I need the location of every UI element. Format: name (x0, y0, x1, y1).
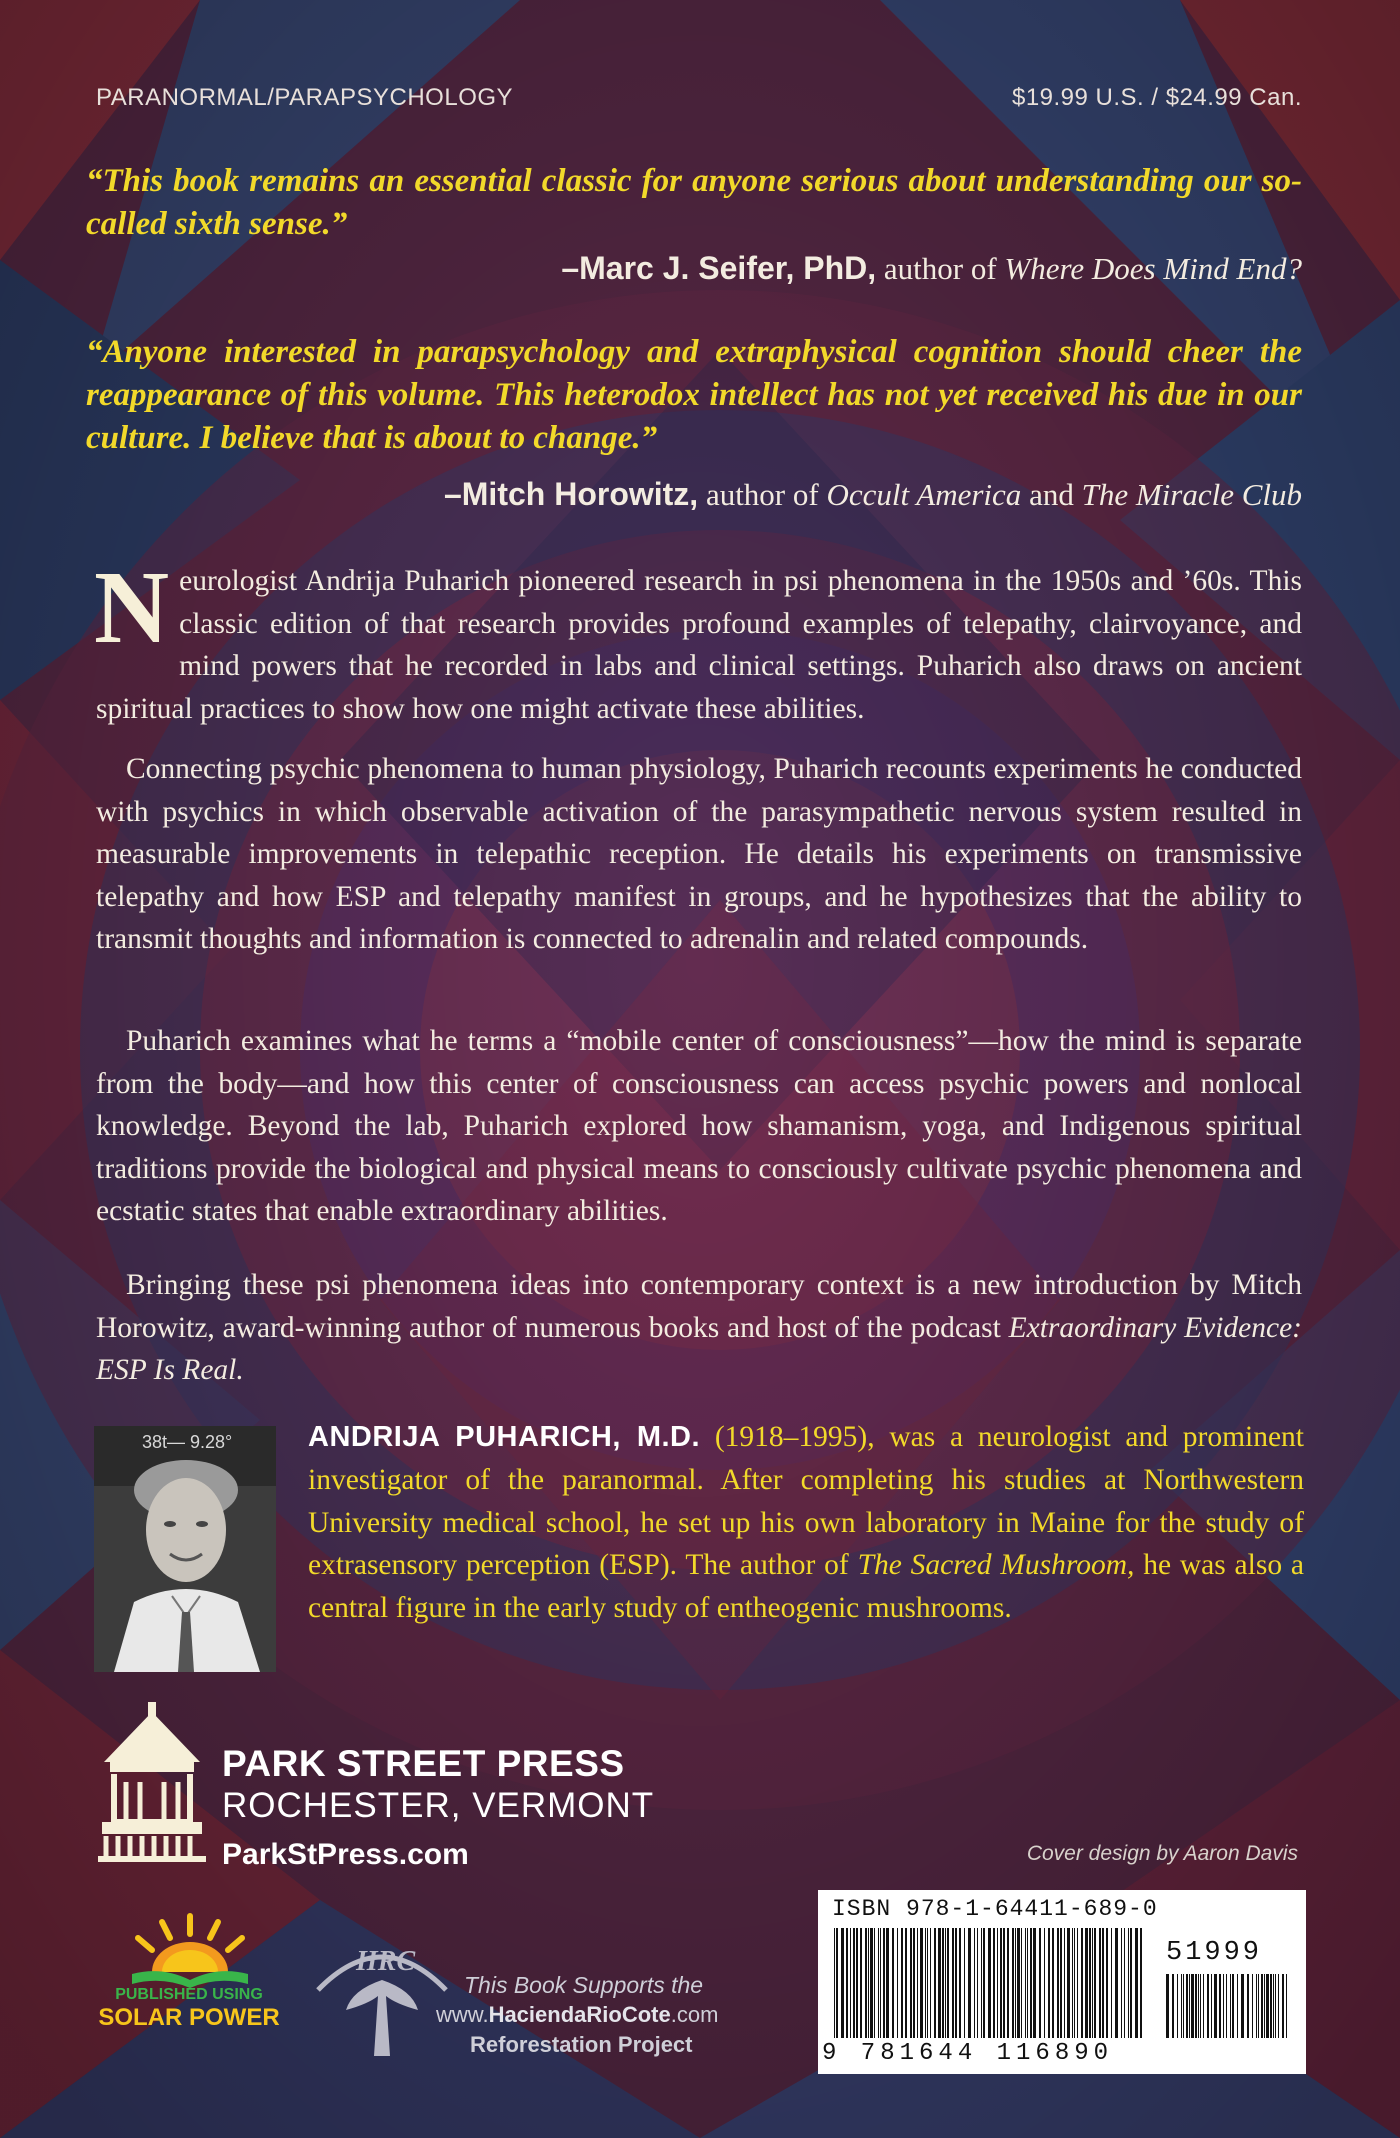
barcode-bar (1003, 1928, 1005, 2038)
barcode-bar (913, 1928, 915, 2038)
barcode-bar (870, 1928, 873, 2038)
barcode-bar (836, 1928, 838, 2038)
price-label: $19.99 U.S. / $24.99 Can. (1011, 84, 1302, 111)
hrc-logo-text: HRC (356, 1946, 416, 1977)
barcode-bar (942, 1928, 944, 2038)
barcode-bar (1223, 1974, 1224, 2038)
publisher-location: ROCHESTER, VERMONT (222, 1786, 655, 1825)
barcode-bar (1021, 1928, 1022, 2038)
quote-1-author: –Marc J. Seifer, PhD, (561, 250, 877, 286)
barcode-bar (1266, 1974, 1269, 2038)
barcode-bar (988, 1928, 991, 2038)
barcode-bar (1128, 1928, 1129, 2038)
hrc-tree-logo-icon (312, 1930, 452, 2060)
main-barcode (834, 1928, 1144, 2052)
barcode-bar (1247, 1974, 1249, 2038)
barcode-bar (1048, 1928, 1050, 2038)
barcode-bar (856, 1928, 858, 2038)
barcode-bar (905, 1928, 907, 2038)
isbn-label: ISBN 978-1-64411-689-0 (832, 1896, 1158, 1922)
barcode-bar (1121, 1928, 1122, 2038)
barcode-bar (1200, 1974, 1201, 2038)
publisher-url[interactable]: ParkStPress.com (222, 1838, 469, 1871)
category-label: PARANORMAL/PARAPSYCHOLOGY (96, 84, 514, 111)
gazebo-logo-icon (96, 1702, 208, 1862)
quote-2-attribution (444, 476, 1302, 513)
quote-2-author: –Mitch Horowitz, (443, 476, 699, 512)
barcode-bar (1039, 1928, 1041, 2038)
barcode-bar (1270, 1974, 1272, 2038)
barcode-bar (1012, 1928, 1014, 2038)
barcode-bar (1074, 1928, 1075, 2038)
barcode-bar (1057, 1928, 1059, 2038)
barcode-bar (938, 1928, 941, 2038)
barcode-bar (1072, 1928, 1073, 2038)
barcode-bar (910, 1928, 912, 2038)
hrc-line-1: This Book Supports the (464, 1972, 704, 1998)
hrc-url-prefix: www. (436, 2002, 489, 2027)
author-name: ANDRIJA PUHARICH, M.D. (308, 1421, 701, 1453)
barcode-bar (1130, 1928, 1132, 2038)
hrc-url-suffix: .com (670, 2002, 719, 2027)
barcode-bar (945, 1928, 946, 2038)
barcode-bar (1064, 1928, 1065, 2038)
barcode-bar (1025, 1928, 1026, 2038)
barcode-bar (1198, 1974, 1199, 2038)
barcode-bar (1256, 1974, 1257, 2038)
barcode-bar (1258, 1974, 1259, 2038)
barcode-bar (959, 1928, 961, 2038)
price-code: 51999 (1166, 1938, 1263, 1968)
barcode-bar (1094, 1928, 1096, 2038)
barcode-bar (1241, 1974, 1244, 2038)
barcode-bar (1261, 1974, 1263, 2038)
hrc-line-3: Reforestation Project (470, 2032, 693, 2057)
quote-2-and: and (1021, 477, 1082, 512)
barcode-bar (1124, 1928, 1125, 2038)
solar-power-line-2: SOLAR POWER (98, 2004, 280, 2031)
hrc-url[interactable] (436, 2002, 718, 2028)
barcode-bar (1230, 1974, 1231, 2038)
barcode-bar (955, 1928, 957, 2038)
barcode-bar (977, 1928, 978, 2038)
description-paragraph-1-text: eurologist Andrija Puharich pioneered research in psi phenomena in the 1950s and ’60s. This classic edition of that research provides profound examples of telepathy, clairvoyance, and mind powers that he recorded in labs and clinical settings. Puharich also draws on ancient spiritual practices to show how one might activate these abilities. (96, 565, 1302, 725)
barcode-bar (974, 1928, 975, 2038)
barcode-bar (1177, 1974, 1178, 2038)
podcast-title: Extraordinary Evidence: ESP Is Real. (96, 1311, 1302, 1386)
barcode-bar (927, 1928, 928, 2038)
barcode-digits: 9 781644 116890 (822, 2040, 1114, 2067)
barcode-bar (952, 1928, 954, 2038)
barcode-bar (850, 1928, 851, 2038)
barcode-bar (1077, 1928, 1078, 2038)
barcode-bar (874, 1928, 875, 2038)
barcode-bar (1106, 1928, 1108, 2038)
barcode-bar (1052, 1928, 1054, 2038)
barcode-bar (846, 1928, 848, 2038)
barcode-bar (1140, 1928, 1142, 2038)
barcode-bar (1033, 1928, 1036, 2038)
barcode-bar (964, 1928, 965, 2038)
description-paragraph-1 (94, 550, 1302, 730)
author-book-title: The Sacred Mushroom, (857, 1549, 1135, 1582)
barcode-bar (1264, 1974, 1265, 2038)
barcode-bar (1000, 1928, 1002, 2038)
barcode-bar (1211, 1974, 1212, 2038)
barcode-bar (1226, 1974, 1227, 2038)
barcode-bar (917, 1928, 918, 2038)
quote-2: “Anyone interested in parapsychology and extraphysical cognition should cheer the reappearance of this volume. This heterodox intellect has not yet received his due in our culture. I believe that is about to change.” (86, 334, 1302, 456)
price-barcode (1166, 1974, 1290, 2054)
barcode-bar (1030, 1928, 1032, 2038)
barcode-bar (1232, 1974, 1234, 2038)
barcode-bar (1273, 1974, 1274, 2038)
barcode-bar (1067, 1928, 1070, 2038)
cover-design-credit: Cover design by Aaron Davis (1026, 1842, 1298, 1865)
author-photo (94, 1426, 276, 1672)
quote-2-work-1: Occult America (826, 477, 1022, 512)
barcode-bar (1219, 1974, 1221, 2038)
barcode-bar (1007, 1928, 1009, 2038)
barcode-bar (1089, 1928, 1091, 2038)
author-bio-text-2: he was also a central figure in the early study of entheogenic mushrooms. (308, 1549, 1304, 1625)
barcode-bar (1099, 1928, 1101, 2038)
barcode-bar (1017, 1928, 1020, 2038)
barcode-bar (1183, 1974, 1184, 2038)
barcode-bar (981, 1928, 982, 2038)
barcode-bar (1085, 1928, 1088, 2038)
barcode-bar (880, 1928, 881, 2038)
description-paragraph-2: Connecting psychic phenomena to human physiology, Puharich recounts experiments he conducted with psychics in which observable activation of the parasympathetic nervous system resulted in measurable improvements in telepathic reception. He details his experiments on transmissive telepathy and how ESP and telepathy manifest in groups, and he hypothesizes that the ability to transmit thoughts and information is connected to adrenalin and related compounds. (96, 753, 1302, 955)
barcode-bar (925, 1928, 926, 2038)
barcode-bar (1203, 1974, 1204, 2038)
barcode-bar (997, 1928, 998, 2038)
barcode-bar (1252, 1974, 1253, 2038)
barcode-bar (983, 1928, 985, 2038)
barcode-bar (1044, 1928, 1045, 2038)
barcode-bar (1186, 1974, 1188, 2038)
barcode-bar (897, 1928, 898, 2038)
quote-1-work: Where Does Mind End? (1004, 251, 1302, 286)
barcode-bar (1181, 1974, 1182, 2038)
barcode-bar (1282, 1974, 1284, 2038)
barcode-bar (1166, 1974, 1169, 2038)
barcode-bar (1111, 1928, 1112, 2038)
barcode-bar (1195, 1974, 1197, 2038)
description-paragraph-4 (96, 1264, 1302, 1392)
barcode-bar (1286, 1974, 1287, 2038)
barcode-bar (920, 1928, 923, 2038)
description-paragraph-3: Puharich examines what he terms a “mobile center of consciousness”—how the mind is separate from the body—and how this center of consciousness can access psychic powers and nonlocal knowledge. Beyond the lab, Puharich explored how shamanism, yoga, and Indigenous spiritual traditions provide the biological and physical means to consciously cultivate psychic phenomena and ecstatic states that enable extraordinary abilities. (96, 1025, 1302, 1227)
solar-power-icon (112, 1910, 268, 1990)
board-writing: 38t— 9.28° (142, 1432, 233, 1452)
barcode-bar (1027, 1928, 1028, 2038)
barcode-bar (1207, 1974, 1209, 2038)
barcode-bar (892, 1928, 894, 2038)
barcode-bar (1278, 1974, 1279, 2038)
dropcap: N (94, 550, 170, 665)
quote-2-work-2: The Miracle Club (1081, 477, 1302, 512)
barcode-bar (1015, 1928, 1016, 2038)
quote-1-attribution (561, 250, 1302, 287)
hrc-url-main: HaciendaRioCote (488, 2002, 671, 2027)
barcode-bar (1102, 1928, 1104, 2038)
barcode-bar (1191, 1974, 1194, 2038)
description-paragraph-4-text: Bringing these psi phenomena ideas into contemporary context is a new introduction by Mitch Horowitz, award-winning author of numerous books and host of the podcast (96, 1269, 1302, 1344)
publisher-name: PARK STREET PRESS (222, 1743, 625, 1784)
barcode-bar (1237, 1974, 1238, 2038)
author-bio-text-1: (1918–1995), was a neurologist and prominent investigator of the paranormal. After completing his studies at Northwestern University medical school, he set up his own laboratory in Maine for the study of extrasensory perception (ESP). The author of (308, 1421, 1304, 1582)
barcode-bar (1214, 1974, 1217, 2038)
barcode-bar (865, 1928, 867, 2038)
quote-1-author-of: author of (876, 251, 1005, 286)
barcode-bar (901, 1928, 903, 2038)
barcode-bar (930, 1928, 931, 2038)
barcode-bar (853, 1928, 855, 2038)
barcode-bar (886, 1928, 889, 2038)
barcode-bar (993, 1928, 995, 2038)
barcode-bar (1189, 1974, 1190, 2038)
author-bio (308, 1416, 1304, 1630)
barcode-bar (860, 1928, 862, 2038)
barcode-bar (968, 1928, 971, 2038)
quote-1: “This book remains an essential classic for anyone serious about understanding our so-called sixth sense.” (86, 163, 1302, 242)
barcode-bar (947, 1928, 949, 2038)
barcode-bar (878, 1928, 879, 2038)
barcode-bar (834, 1928, 835, 2038)
barcode-bar (883, 1928, 885, 2038)
isbn-barcode (818, 1890, 1306, 2074)
barcode-bar (1275, 1974, 1276, 2038)
barcode-bar (1081, 1928, 1083, 2038)
quote-2-author-of: author of (698, 477, 827, 512)
barcode-bar (1135, 1928, 1138, 2038)
barcode-bar (868, 1928, 869, 2038)
barcode-bar (841, 1928, 844, 2038)
solar-power-line-1: PUBLISHED USING (115, 1986, 263, 2003)
barcode-bar (934, 1928, 936, 2038)
barcode-bar (1115, 1928, 1118, 2038)
barcode-bar (1172, 1974, 1174, 2038)
barcode-bar (1060, 1928, 1062, 2038)
barcode-bar (1092, 1928, 1093, 2038)
